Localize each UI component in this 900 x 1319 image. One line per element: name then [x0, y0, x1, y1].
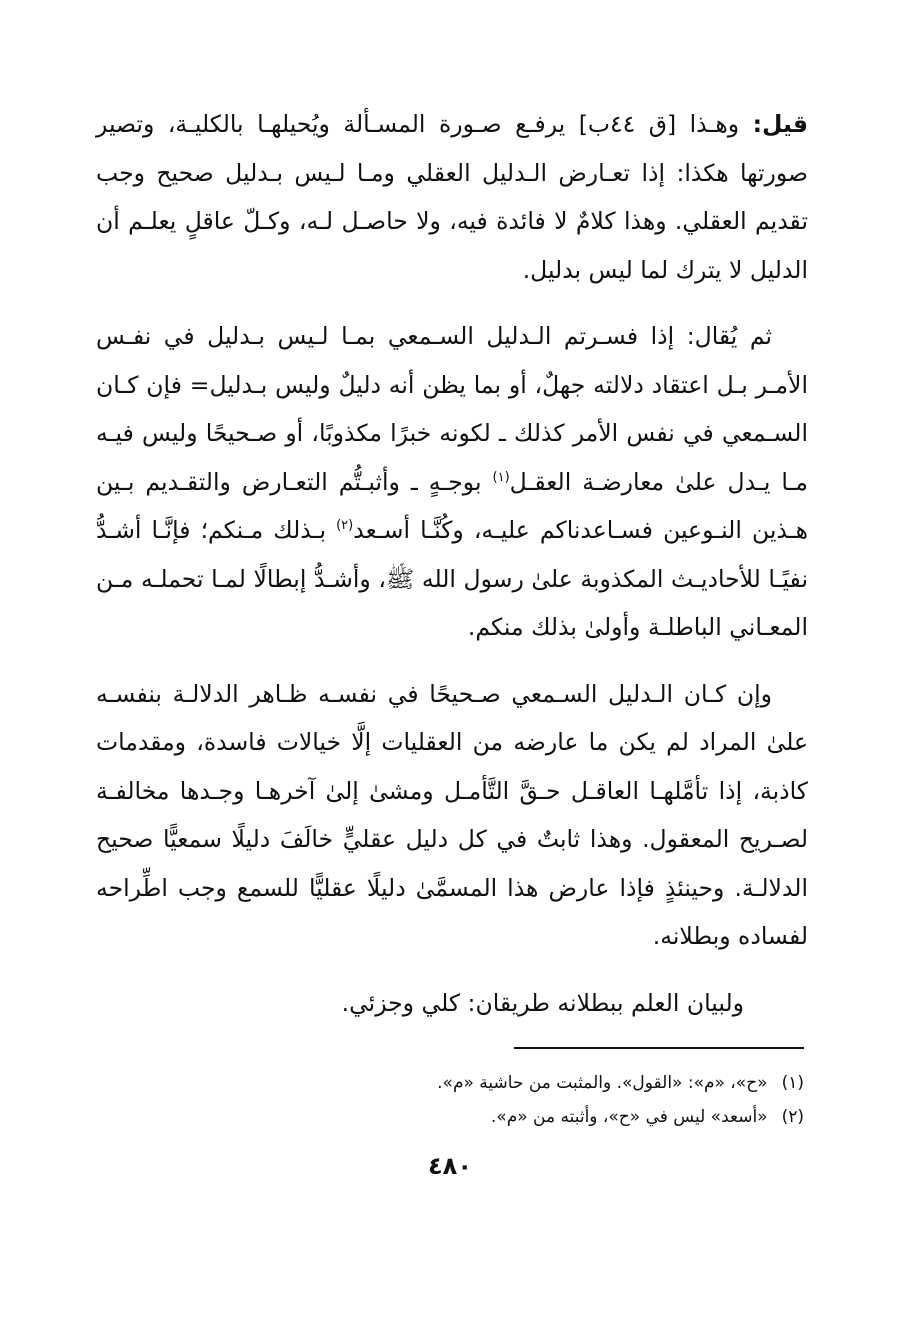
footnote-divider	[514, 1047, 804, 1049]
paragraph-4	[96, 979, 808, 1028]
footnote-1-number: (١)	[781, 1073, 804, 1093]
page-number: ٤٨٠	[428, 1152, 472, 1180]
paragraph-3	[96, 670, 808, 961]
paragraph-2-part-2: بوجـهٍ ـ وأثبـتُّم التعـارض والتقـديم بـين هـذين النـوعين فسـاعدناكم عليـه، وكُنَّـا أسـعد	[96, 467, 808, 544]
footnote-ref-1: (١)	[492, 469, 510, 485]
footnote-1	[92, 1066, 804, 1100]
footnote-1-text: «ح»، «م»: «القول». والمثبت من حاشية «م».	[437, 1073, 768, 1093]
paragraph-1-text: وهـذا [ق ٤٤ب] يرفـع صـورة المسـألة ويُحيلهـا بالكليـة، وتصير صورتها هكذا: إذا تعـارض الـدليل العقلي ومـا لـيس بـدليل صحيح وجب تقديم العقلي. وهذا كلامٌ لا فائدة فيه، ولا حاصـل لـه، وكـلّ عاقلٍ يعلـم أن الدليل لا يترك لما ليس بدليل.	[96, 110, 808, 284]
paragraph-lead-word: قيل:	[752, 110, 808, 138]
footnotes	[92, 1066, 804, 1134]
footnote-ref-2: (٢)	[336, 518, 354, 533]
paragraph-4-text: ولبيان العلم ببطلانه طريقان: كلي وجزئي.	[341, 988, 744, 1017]
footnote-2-text: «أسعد» ليس في «ح»، وأثبته من «م».	[490, 1107, 768, 1127]
paragraph-1	[96, 100, 808, 294]
paragraph-2-part-3: بـذلك مـنكم؛ فإنَّـا أشـدُّ نفيًـا للأحاديـث المكذوبة علىٰ رسول الله ﷺ، وأشـدُّ إبطالًا لمـا تحملـه مـن المعـاني الباطلـة وأولىٰ بذلك منكم.	[96, 516, 808, 641]
main-text	[96, 100, 808, 1045]
footnote-2-number: (٢)	[781, 1107, 804, 1127]
footnote-2	[92, 1100, 804, 1134]
paragraph-3-text: وإن كـان الـدليل السـمعي صـحيحًا في نفسـه ظـاهر الدلالـة بنفسـه علىٰ المراد لم يكن ما عارضه من العقليات إلَّا خيالات فاسدة، ومقدمات كاذبة، إذا تأمَّلهـا العاقـل حـقَّ التَّأمـل ومشىٰ إلىٰ آخرهـا وجـدها مخالفـة لصـريح المعقول. وهذا ثابتٌ في كل دليل عقليٍّ خالَفَ دليلًا سمعيًّا صحيح الدلالـة. وحينئذٍ فإذا عارض هذا المسمَّىٰ دليلًا عقليًّا للسمع وجب اطِّراحه لفساده وبطلانه.	[96, 679, 808, 950]
paragraph-2-part-1: ثم يُقال: إذا فسـرتم الـدليل السـمعي بمـا لـيس بـدليل في نفـس الأمـر بـل اعتقاد دلالته جهلٌ، أو بما يظن أنه دليلٌ وليس بـدليل= فإن كـان السـمعي في نفس الأمر كذلك ـ لكونه خبرًا مكذوبًا، أو صـحيحًا وليس فيـه مـا يـدل علىٰ معارضـة العقـل	[96, 322, 808, 496]
paragraph-2	[96, 312, 808, 652]
